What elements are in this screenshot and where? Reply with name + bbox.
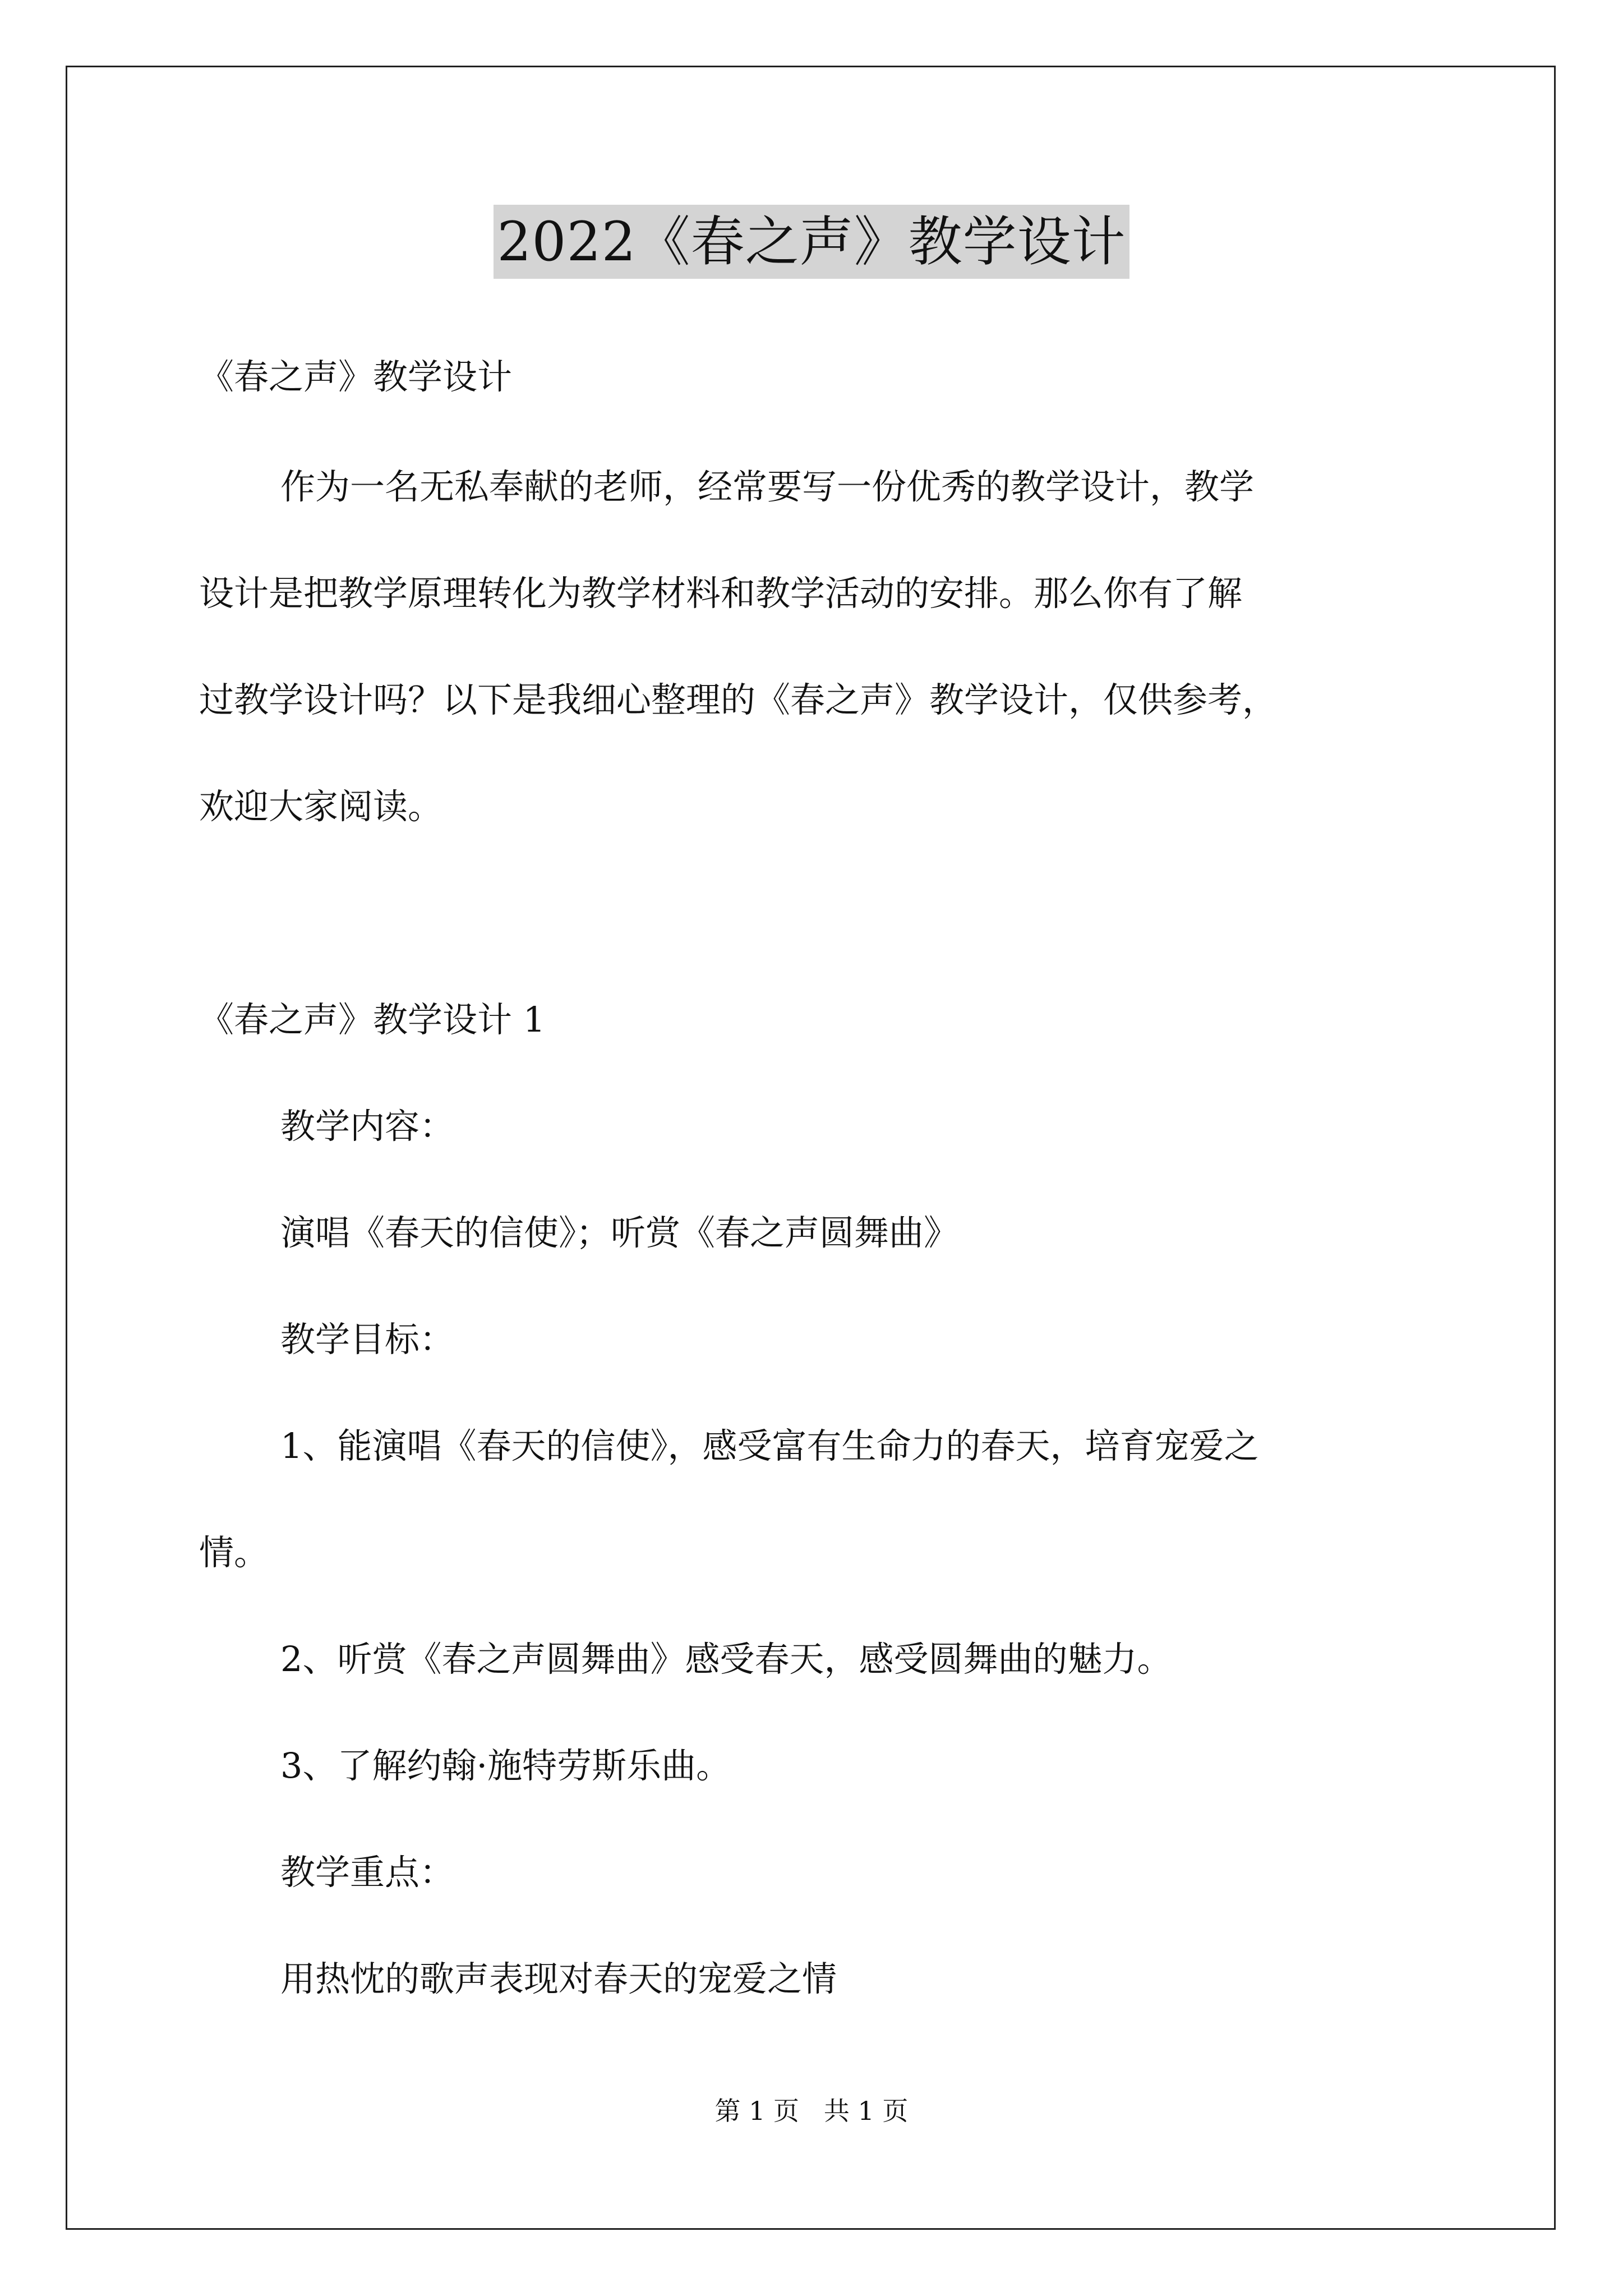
- intro-line-3: 过教学设计吗？以下是我细心整理的《春之声》教学设计，仅供参考，: [199, 679, 1278, 720]
- focus-text: 用热忱的歌声表现对春天的宠爱之情: [280, 1958, 837, 1999]
- content-label: 教学内容：: [280, 1106, 455, 1147]
- title-container: [0, 205, 1623, 279]
- content-text: 演唱《春天的信使》；听赏《春之声圆舞曲》: [280, 1212, 959, 1253]
- goal-3: 3、了解约翰·施特劳斯乐曲。: [280, 1745, 731, 1786]
- document-title: 2022《春之声》教学设计: [494, 205, 1129, 279]
- intro-line-2: 设计是把教学原理转化为教学材料和教学活动的安排。那么你有了解: [199, 573, 1243, 614]
- page-footer: 第 1 页 共 1 页: [714, 2096, 909, 2126]
- section-heading: 《春之声》教学设计 1: [199, 999, 546, 1040]
- goals-label: 教学目标：: [280, 1319, 455, 1360]
- focus-label: 教学重点：: [280, 1852, 455, 1893]
- intro-line-1: 作为一名无私奉献的老师，经常要写一份优秀的教学设计，教学: [280, 466, 1255, 507]
- goal-1-line-2: 情。: [199, 1532, 269, 1573]
- document-subtitle: 《春之声》教学设计: [199, 356, 513, 397]
- goal-1-line-1: 1、能演唱《春天的信使》，感受富有生命力的春天，培育宠爱之: [280, 1425, 1259, 1466]
- intro-line-4: 欢迎大家阅读。: [199, 786, 443, 827]
- goal-2: 2、听赏《春之声圆舞曲》感受春天，感受圆舞曲的魅力。: [280, 1639, 1172, 1680]
